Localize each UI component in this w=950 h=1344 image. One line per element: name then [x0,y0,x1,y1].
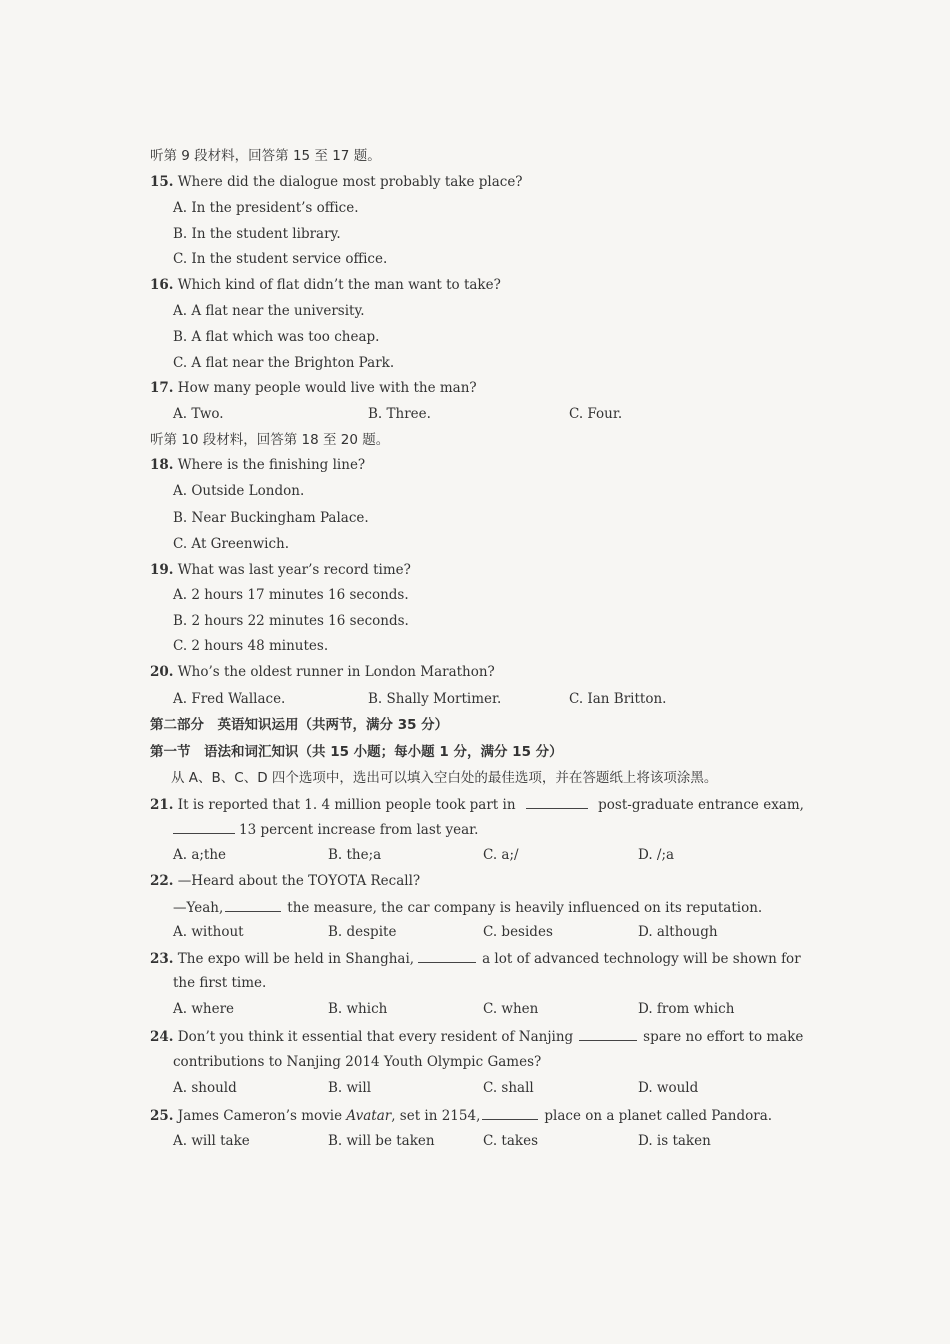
answer-blank [579,1026,637,1041]
answer-blank [173,819,235,834]
question-23-cont: the first time. [173,975,267,991]
q19-option-a: A. 2 hours 17 minutes 16 seconds. [173,587,409,603]
question-25: 25. James Cameron’s movie Avatar, set in 2154, place on a planet called Pandora. [150,1105,772,1126]
question-19: 19. What was last year’s record time? [150,562,411,578]
q19-option-c: C. 2 hours 48 minutes. [173,638,329,654]
answer-blank [225,897,281,912]
q20-option-c: C. Ian Britton. [569,691,667,707]
q17-option-a: A. Two. [173,406,224,422]
q24-option-c: C. shall [483,1080,534,1096]
q25-option-c: C. takes [483,1133,539,1149]
q21-option-b: B. the;a [328,847,382,863]
q23-option-b: B. which [328,1001,388,1017]
q22-option-d: D. although [638,924,718,940]
q16-option-a: A. A flat near the university. [173,303,365,319]
q21-option-c: C. a;/ [483,847,519,863]
section-1-heading: 第一节 语法和词汇知识（共 15 小题；每小题 1 分，满分 15 分） [150,744,563,760]
q25-option-d: D. is taken [638,1133,711,1149]
question-16: 16. Which kind of flat didn’t the man want to take? [150,277,501,293]
q23-option-c: C. when [483,1001,539,1017]
q24-option-a: A. should [173,1080,237,1096]
q17-option-c: C. Four. [569,406,623,422]
q16-option-c: C. A flat near the Brighton Park. [173,355,395,371]
q19-option-b: B. 2 hours 22 minutes 16 seconds. [173,613,409,629]
q20-option-a: A. Fred Wallace. [173,691,286,707]
question-22: 22. —Heard about the TOYOTA Recall? [150,873,421,889]
q18-option-c: C. At Greenwich. [173,536,289,552]
q22-option-c: C. besides [483,924,553,940]
question-24: 24. Don’t you think it essential that every resident of Nanjing spare no effort to make [150,1026,803,1047]
q18-option-b: B. Near Buckingham Palace. [173,510,369,526]
q15-option-a: A. In the president’s office. [173,200,359,216]
q15-option-b: B. In the student library. [173,226,341,242]
question-23: 23. The expo will be held in Shanghai, a lot of advanced technology will be shown for [150,948,801,969]
q22-option-a: A. without [173,924,244,940]
q24-option-b: B. will [328,1080,372,1096]
question-18: 18. Where is the finishing line? [150,457,366,473]
answer-blank [482,1105,538,1120]
q22-option-b: B. despite [328,924,397,940]
question-21-cont: 13 percent increase from last year. [173,819,478,840]
q15-option-c: C. In the student service office. [173,251,388,267]
q25-option-b: B. will be taken [328,1133,435,1149]
q17-option-b: B. Three. [368,406,431,422]
q24-option-d: D. would [638,1080,699,1096]
answer-blank [418,948,476,963]
question-15: 15. Where did the dialogue most probably take place? [150,174,523,190]
answer-blank [526,794,588,809]
section-10-heading: 听第 10 段材料，回答第 18 至 20 题。 [150,432,390,448]
question-21: 21. It is reported that 1. 4 million people took part in post-graduate entrance exam, [150,794,804,815]
question-17: 17. How many people would live with the man? [150,380,477,396]
question-20: 20. Who’s the oldest runner in London Marathon? [150,664,495,680]
question-24-cont: contributions to Nanjing 2014 Youth Olympic Games? [173,1054,542,1070]
q25-option-a: A. will take [173,1133,250,1149]
part-2-heading: 第二部分 英语知识运用（共两节，满分 35 分） [150,717,449,733]
section-9-heading: 听第 9 段材料，回答第 15 至 17 题。 [150,148,381,164]
question-22-reply: —Yeah, the measure, the car company is heavily influenced on its reputation. [173,897,762,918]
q16-option-b: B. A flat which was too cheap. [173,329,380,345]
q21-option-a: A. a;the [173,847,227,863]
q23-option-a: A. where [173,1001,235,1017]
instructions: 从 A、B、C、D 四个选项中，选出可以填入空白处的最佳选项，并在答题纸上将该项涂黑。 [171,770,718,786]
q18-option-a: A. Outside London. [173,483,305,499]
q21-option-d: D. /;a [638,847,675,863]
q20-option-b: B. Shally Mortimer. [368,691,502,707]
q23-option-d: D. from which [638,1001,735,1017]
